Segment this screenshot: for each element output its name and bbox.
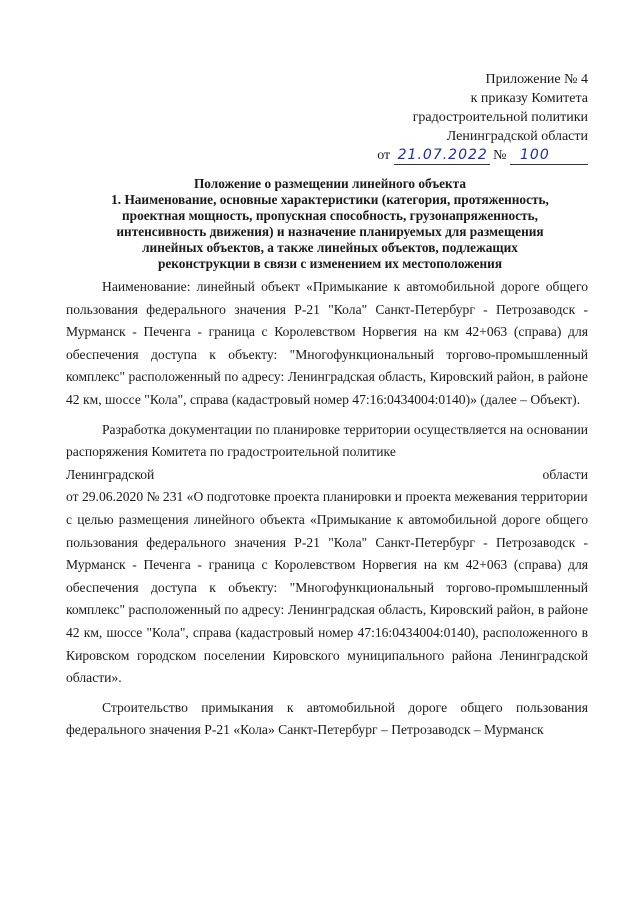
split-left: Ленинградской	[66, 466, 155, 482]
heading-line: линейных объектов, а также линейных объектов, подлежащих	[142, 240, 518, 255]
paragraph-basis-split-line	[66, 464, 588, 487]
paragraph-construction: Строительство примыкания к автомобильной дороге общего пользования федерального значения Р-21 «Кола» Санкт-Петербург – Петрозаводск – Мурманск	[66, 699, 588, 738]
section-heading	[70, 176, 590, 272]
order-date-prefix: от	[377, 148, 391, 163]
heading-line: проектная мощность, пропускная способность, грузонапряженность,	[122, 208, 538, 223]
appendix-block	[288, 70, 588, 165]
heading-title: Положение о размещении линейного объекта	[193, 176, 467, 191]
appendix-order-ref: к приказу Комитета	[470, 91, 588, 106]
appendix-region: Ленинградской области	[446, 129, 588, 144]
paragraph-purpose: с целью размещения линейного объекта «Примыкание к автомобильной дороге общего пользования федерального значения Р-21 "Кола" Санкт-Петербург - Петрозаводск - Мурманск - Печенга - граница с Королевством Норвегия на км 42+063 (справа) для обеспечения доступа к объекту: "Многофункциональный торгово-промышленный комплекс" расположенный по адресу: Ленинградская область, Кировский район, в районе 42 км, шоссе "Кола", справа (кадастровый номер 47:16:0434004:0140), расположенного в Кировском городском поселении Кировского муниципального района Ленинградской области».	[66, 511, 588, 686]
order-number-prefix: №	[493, 148, 507, 163]
heading-line: 1. Наименование, основные характеристики (категория, протяженность,	[111, 192, 549, 207]
paragraph-basis-decree: от 29.06.2020 № 231 «О подготовке проекта планировки и проекта межевания территории	[66, 489, 588, 505]
appendix-committee: градостроительной политики	[412, 110, 588, 125]
heading-line: интенсивность движения) и назначение планируемых для размещения	[116, 224, 544, 239]
handwritten-order-number: 100	[510, 147, 588, 165]
heading-line: реконструкции в связи с изменением их местоположения	[157, 256, 503, 271]
appendix-title: Приложение № 4	[485, 72, 588, 87]
split-right: области	[542, 466, 588, 482]
paragraph-name: Наименование: линейный объект «Примыкание к автомобильной дороге общего пользования федерального значения Р-21 "Кола" Санкт-Петербург - Петрозаводск - Мурманск - Печенга - граница с Королевством Норвегия на км 42+063 (справа) для обеспечения доступа к объекту: "Многофункциональный торгово-промышленный комплекс" расположенный по адресу: Ленинградская область, Кировский район, в районе 42 км, шоссе "Кола", справа (кадастровый номер 47:16:0434004:0140)» (далее – Объект).	[66, 279, 588, 407]
document-body	[66, 276, 588, 742]
handwritten-order-date: 21.07.2022	[394, 147, 490, 165]
order-date-line	[288, 146, 588, 165]
paragraph-basis: Разработка документации по планировке территории осуществляется на основании распоряжения Комитета по градостроительной политике	[66, 421, 588, 460]
